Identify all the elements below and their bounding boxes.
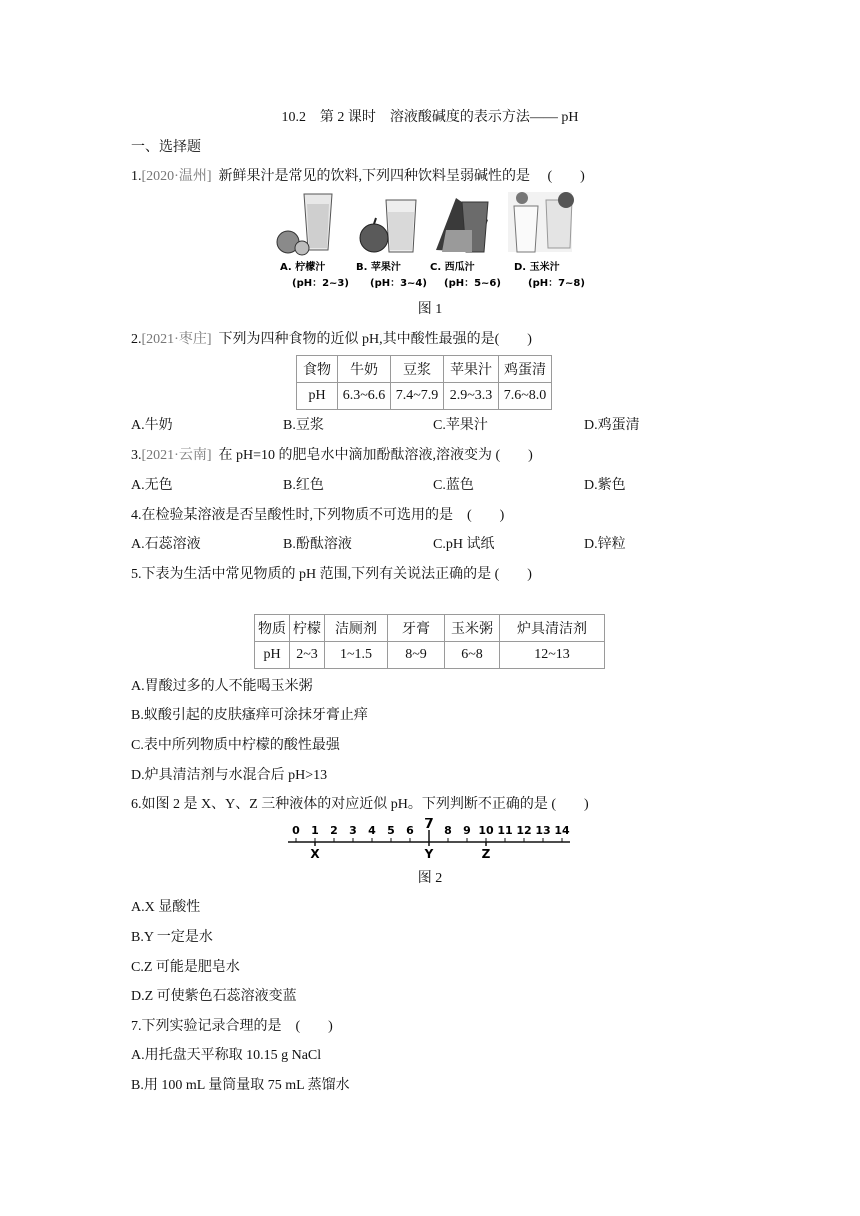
question-2: 2.[2021·枣庄] 下列为四种食物的近似 pH,其中酸性最强的是( ) bbox=[131, 332, 532, 347]
ph-tick-label-0: 0 bbox=[292, 824, 300, 837]
option-a: A.胃酸过多的人不能喝玉米粥 bbox=[131, 679, 313, 694]
question-4: 4.在检验某溶液是否呈酸性时,下列物质不可选用的是 ( ) bbox=[131, 508, 505, 523]
option-a: A.牛奶 bbox=[131, 418, 173, 433]
table-row: pH 6.3~6.6 7.4~7.9 2.9~3.3 7.6~8.0 bbox=[297, 383, 552, 410]
figure-1-drinks bbox=[276, 190, 586, 290]
option-c: C.表中所列物质中柠檬的酸性最强 bbox=[131, 738, 340, 753]
drink-c-label: C. 西瓜汁 bbox=[430, 262, 475, 273]
option-d: D.Z 可使紫色石蕊溶液变蓝 bbox=[131, 989, 297, 1004]
question-source: [2021·云南] bbox=[141, 448, 212, 463]
page-title: 10.2 第 2 课时 溶液酸碱度的表示方法—— pH bbox=[281, 110, 579, 125]
ph-tick-label-6: 6 bbox=[406, 824, 414, 837]
ph-tick-label-7: 7 bbox=[424, 818, 434, 832]
q2-food-ph-table bbox=[296, 355, 552, 410]
drink-b-label: B. 苹果汁 bbox=[356, 262, 401, 273]
option-a: A.石蕊溶液 bbox=[131, 537, 201, 552]
table-row: 食物 牛奶 豆浆 苹果汁 鸡蛋清 bbox=[297, 356, 552, 383]
ph-marker-label-X: X bbox=[310, 847, 320, 861]
figure-1-caption: 图 1 bbox=[417, 302, 443, 317]
option-b: B.红色 bbox=[283, 478, 324, 493]
option-b: B.Y 一定是水 bbox=[131, 930, 213, 945]
drink-d-ph: (pH：7~8) bbox=[528, 278, 585, 289]
option-a: A.X 显酸性 bbox=[131, 900, 201, 915]
ph-tick-label-14: 14 bbox=[554, 824, 570, 837]
option-b: B.用 100 mL 量筒量取 75 mL 蒸馏水 bbox=[131, 1078, 350, 1093]
option-c: C.苹果汁 bbox=[433, 418, 488, 433]
corn-juice-image bbox=[508, 192, 574, 252]
ph-marker-label-Y: Y bbox=[424, 847, 434, 861]
table-row: pH 2~3 1~1.5 8~9 6~8 12~13 bbox=[255, 642, 605, 669]
option-c: C.蓝色 bbox=[433, 478, 474, 493]
option-b: B.酚酞溶液 bbox=[283, 537, 352, 552]
lemon-juice-image bbox=[277, 194, 332, 255]
option-d: D.炉具清洁剂与水混合后 pH>13 bbox=[131, 768, 328, 783]
option-d: D.锌粒 bbox=[584, 537, 626, 552]
ph-scale-figure bbox=[284, 818, 574, 862]
option-c: C.pH 试纸 bbox=[433, 537, 495, 552]
question-7: 7.下列实验记录合理的是 ( ) bbox=[131, 1019, 333, 1034]
table-row: 物质 柠檬 洁厕剂 牙膏 玉米粥 炉具清洁剂 bbox=[255, 615, 605, 642]
option-a: A.用托盘天平称取 10.15 g NaCl bbox=[131, 1048, 322, 1063]
drink-a-ph: (pH：2~3) bbox=[292, 278, 349, 289]
question-source: [2020·温州] bbox=[141, 169, 212, 184]
option-d: D.紫色 bbox=[584, 478, 626, 493]
drink-c-ph: (pH：5~6) bbox=[444, 278, 501, 289]
ph-tick-label-12: 12 bbox=[516, 824, 532, 837]
drinks-illustration bbox=[276, 190, 586, 290]
ph-tick-label-4: 4 bbox=[368, 824, 376, 837]
ph-tick-label-2: 2 bbox=[330, 824, 338, 837]
drink-a-label: A. 柠檬汁 bbox=[280, 262, 326, 273]
option-b: B.蚁酸引起的皮肤瘙痒可涂抹牙膏止痒 bbox=[131, 708, 368, 723]
question-1: 1.[2020·温州] 新鲜果汁是常见的饮料,下列四种饮料呈弱碱性的是 ( ) bbox=[131, 169, 585, 184]
drink-d-label: D. 玉米汁 bbox=[514, 262, 560, 273]
option-d: D.鸡蛋清 bbox=[584, 418, 640, 433]
ph-tick-label-5: 5 bbox=[387, 824, 395, 837]
ph-tick-label-3: 3 bbox=[349, 824, 357, 837]
option-b: B.豆浆 bbox=[283, 418, 324, 433]
watermelon-juice-image bbox=[436, 198, 488, 252]
ph-tick-label-13: 13 bbox=[535, 824, 551, 837]
ph-tick-label-8: 8 bbox=[444, 824, 452, 837]
ph-tick-label-1: 1 bbox=[311, 824, 319, 837]
ph-tick-label-9: 9 bbox=[463, 824, 471, 837]
figure-2-caption: 图 2 bbox=[417, 871, 443, 886]
question-6: 6.如图 2 是 X、Y、Z 三种液体的对应近似 pH。下列判断不正确的是 ( ) bbox=[131, 797, 589, 812]
ph-tick-label-11: 11 bbox=[497, 824, 513, 837]
option-c: C.Z 可能是肥皂水 bbox=[131, 960, 240, 975]
drink-b-ph: (pH：3~4) bbox=[370, 278, 427, 289]
question-3: 3.[2021·云南] 在 pH=10 的肥皂水中滴加酚酞溶液,溶液变为 ( ) bbox=[131, 448, 533, 463]
ph-tick-label-10: 10 bbox=[478, 824, 494, 837]
ph-marker-label-Z: Z bbox=[481, 847, 491, 861]
option-a: A.无色 bbox=[131, 478, 173, 493]
q5-substance-ph-table bbox=[254, 614, 605, 669]
apple-juice-image bbox=[360, 200, 416, 252]
section-heading: 一、选择题 bbox=[131, 140, 201, 155]
question-source: [2021·枣庄] bbox=[141, 332, 212, 347]
ph-scale-svg bbox=[284, 818, 574, 862]
question-5: 5.下表为生活中常见物质的 pH 范围,下列有关说法正确的是 ( ) bbox=[131, 567, 532, 582]
